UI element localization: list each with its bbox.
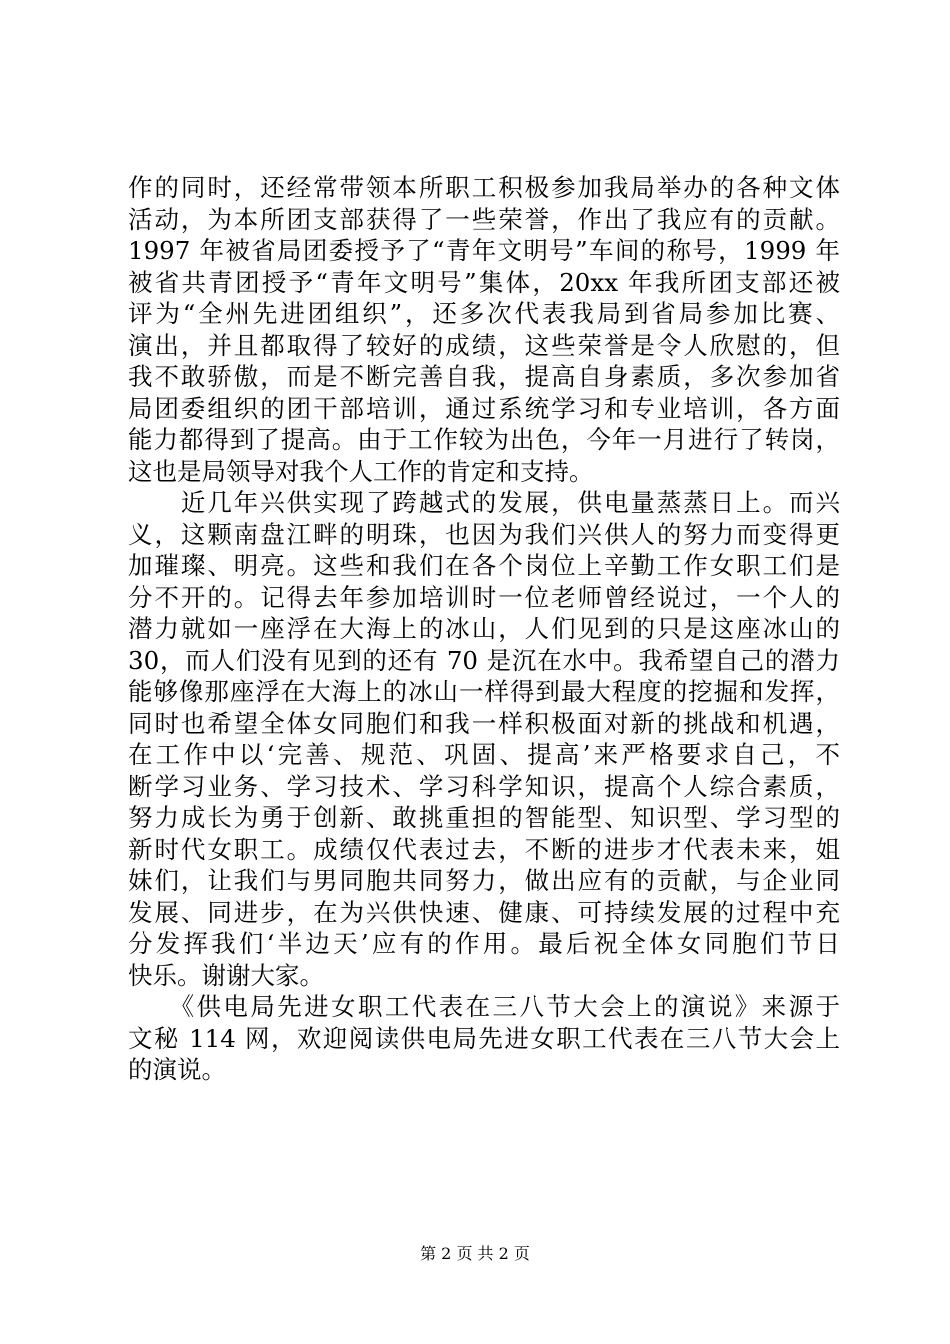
text-line: 近几年兴供实现了跨越式的发展，供电量蒸蒸日上。而兴 [128, 488, 840, 517]
text-line: 文秘 114 网，欢迎阅读供电局先进女职工代表在三八节大会上 [128, 1023, 840, 1053]
text-line: 义，这颗南盘江畔的明珠，也因为我们兴供人的努力而变得更 [128, 519, 840, 549]
text-line: 1997 年被省局团委授予了“青年文明号”车间的称号，1999 年 [128, 236, 840, 265]
document-body [128, 172, 840, 1086]
text-line: 在工作中以‘完善、规范、巩固、提高’来严格要求自己，不 [128, 740, 840, 769]
text-line: 努力成长为勇于创新、敢挑重担的智能型、知识型、学习型的 [128, 803, 840, 832]
text-line: 同时也希望全体女同胞们和我一样积极面对新的挑战和机遇， [128, 708, 840, 738]
text-line: 加璀璨、明亮。这些和我们在各个岗位上辛勤工作女职工们是 [128, 551, 840, 580]
text-line: 分发挥我们‘半边天’应有的作用。最后祝全体女同胞们节日 [128, 929, 840, 958]
text-line: 的演说。 [128, 1055, 226, 1084]
text-line: 局团委组织的团干部培训，通过系统学习和专业培训，各方面 [128, 393, 840, 423]
text-line: 妹们，让我们与男同胞共同努力，做出应有的贡献，与企业同 [128, 866, 840, 895]
page-footer: 第 2 页 共 2 页 [420, 1244, 530, 1263]
text-line: 作的同时，还经常带领本所职工积极参加我局举办的各种文体 [128, 173, 840, 202]
text-line: 我不敢骄傲，而是不断完善自我，提高自身素质，多次参加省 [128, 362, 840, 391]
text-line: 评为“全州先进团组织”，还多次代表我局到省局参加比赛、 [128, 299, 840, 328]
text-line: 能够像那座浮在大海上的冰山一样得到最大程度的挖掘和发挥， [128, 677, 840, 706]
text-line: 新时代女职工。成绩仅代表过去，不断的进步才代表未来，姐 [128, 834, 840, 864]
text-line: 潜力就如一座浮在大海上的冰山，人们见到的只是这座冰山的 [128, 614, 840, 643]
text-line: 这也是局领导对我个人工作的肯定和支持。 [128, 456, 594, 486]
text-line: 断学习业务、学习技术、学习科学知识，提高个人综合素质， [128, 771, 840, 801]
text-line: 被省共青团授予“青年文明号”集体，20xx 年我所团支部还被 [128, 267, 840, 297]
text-line: 活动，为本所团支部获得了一些荣誉，作出了我应有的贡献。 [128, 204, 840, 234]
text-line: 30，而人们没有见到的还有 70 是沉在水中。我希望自己的潜力 [128, 645, 840, 675]
text-line: 快乐。谢谢大家。 [128, 960, 324, 990]
text-line: 《供电局先进女职工代表在三八节大会上的演说》来源于 [128, 992, 840, 1021]
text-line: 分不开的。记得去年参加培训时一位老师曾经说过，一个人的 [128, 582, 840, 612]
text-line: 能力都得到了提高。由于工作较为出色，今年一月进行了转岗， [128, 425, 840, 454]
text-line: 发展、同进步，在为兴供快速、健康、可持续发展的过程中充 [128, 897, 840, 927]
text-line: 演出，并且都取得了较好的成绩，这些荣誉是令人欣慰的，但 [128, 330, 840, 360]
